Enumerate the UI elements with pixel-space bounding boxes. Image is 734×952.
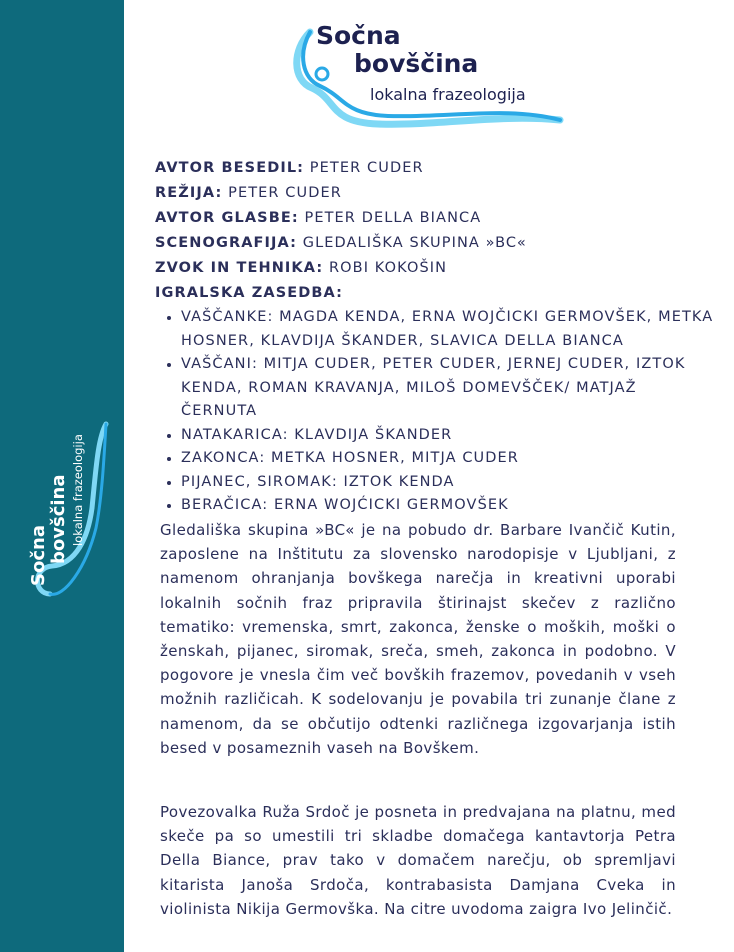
credit-value: PETER CUDER	[309, 160, 424, 176]
logo-line1: Sočna	[316, 21, 401, 50]
credit-value: PETER DELLA BIANCA	[304, 210, 482, 226]
cast-heading: IGRALSKA ZASEDBA:	[155, 285, 344, 301]
credit-label: AVTOR BESEDIL:	[155, 160, 305, 176]
credit-label: ZVOK IN TEHNIKA:	[155, 260, 324, 276]
logo-line2: bovščina	[354, 49, 479, 78]
credit-label: REŽIJA:	[155, 185, 223, 201]
cast-item: • VAŠČANI: MITJA CUDER, PETER CUDER, JERNEJ CUDER, IZTOK KENDA, ROMAN KRAVANJA, MILOŠ DOMEVŠČEK/ MATJAŽ ČERNUTA	[181, 353, 715, 424]
sidebar-logo-line2: bovščina	[48, 474, 69, 564]
credit-scenography	[155, 231, 715, 256]
credit-lyrics	[155, 156, 715, 181]
credit-label: SCENOGRAFIJA:	[155, 235, 298, 251]
credit-value: ROBI KOKOŠIN	[328, 260, 448, 276]
cast-item: • PIJANEC, SIROMAK: IZTOK KENDA	[181, 471, 715, 495]
cast-item: • VAŠČANKE: MAGDA KENDA, ERNA WOJČICKI GERMOVŠEK, METKA HOSNER, KLAVDIJA ŠKANDER, SLAVICA DELLA BIANCA	[181, 306, 715, 353]
cast-item: • BERAČICA: ERNA WOJĆICKI GERMOVŠEK	[181, 494, 715, 518]
credit-label: AVTOR GLASBE:	[155, 210, 299, 226]
cast-list	[155, 306, 715, 518]
cast-item: • NATAKARICA: KLAVDIJA ŠKANDER	[181, 424, 715, 448]
credits-block	[155, 156, 715, 518]
sidebar-band	[0, 0, 124, 952]
description-paragraph-2: Povezovalka Ruža Srdoč je posneta in predvajana na platnu, med skeče pa so umestili tri skladbe domačega kantavtorja Petra Della Biance, prav tako v domačem narečju, ob spremljavi kitarista Janoša Srdoča, kontrabasista Damjana Cveka in violinista Nikija Germovška. Na citre uvodoma zaigra Ivo Jelinčič.	[160, 803, 676, 918]
credit-value: PETER CUDER	[228, 185, 342, 201]
sidebar-logo	[26, 418, 118, 608]
cast-item: • ZAKONCA: METKA HOSNER, MITJA CUDER	[181, 447, 715, 471]
sidebar-logo-subtitle: lokalna frazeologija	[71, 434, 85, 546]
description-paragraph-1: Gledališka skupina »BC« je na pobudo dr. Barbare Ivančič Kutin, zaposlene na Inštitutu za slovensko narodopisje v Ljubljani, z namenom ohranjanja bovškega narečja in kreativni uporabi lokalnih sočnih fraz pripravila štirinajst skečev z različno tematiko: vremenska, smrt, zakonca, ženske o moških, moški o ženskah, pijanec, siromak, sreča, smeh, zakonca in podobno. V pogovore je vnesla čim več bovških frazemov, povedanih v vseh možnih različicah. K sodelovanju je povabila tri zunanje člane z namenom, da se občutijo odtenki različnega izgovarjanja istih besed v posameznih vaseh na Bovškem.	[160, 521, 676, 757]
credit-music	[155, 206, 715, 231]
credit-value: GLEDALIŠKA SKUPINA »BC«	[302, 235, 527, 251]
logo-subtitle: lokalna frazeologija	[370, 85, 526, 104]
sidebar-logo-line1: Sočna	[28, 525, 49, 586]
credit-sound	[155, 256, 715, 281]
top-logo	[288, 10, 568, 140]
credit-director	[155, 181, 715, 206]
